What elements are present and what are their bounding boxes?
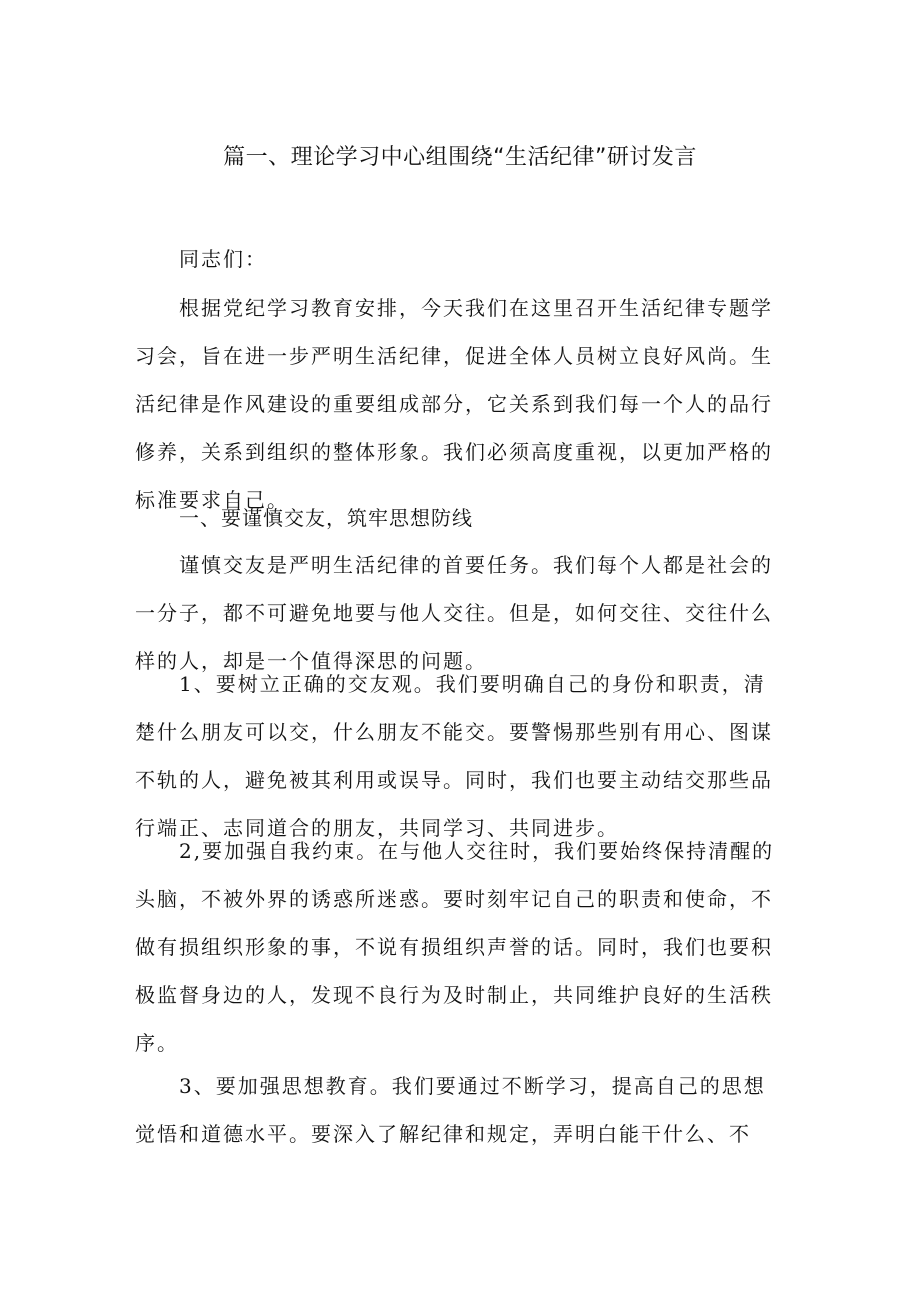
paragraph-point-3: 3、要加强思想教育。我们要通过不断学习，提高自己的思想觉悟和道德水平。要深入了解纪律和规定，弄明白能干什么、不 xyxy=(135,1074,766,1146)
document-title: 篇一、理论学习中心组围绕“生活纪律”研讨发言 xyxy=(223,145,697,170)
salutation: 同志们： xyxy=(179,247,267,271)
paragraph-point-2: 2,要加强自我约束。在与他人交往时，我们要始终保持清醒的头脑，不被外界的诱惑所迷惑。要时刻牢记自己的职责和使命，不做有损组织形象的事，不说有损组织声誉的话。同时，我们也要积极监督身边的人，发现不良行为及时制止，共同维护良好的生活秩序。 xyxy=(135,839,775,1055)
paragraph-section1-intro: 谨慎交友是严明生活纪律的首要任务。我们每个人都是社会的一分子，都不可避免地要与他人交往。但是，如何交往、交往什么样的人，却是一个值得深思的问题。 xyxy=(135,553,773,673)
paragraph-point-1: 1、要树立正确的交友观。我们要明确自己的身份和职责，清楚什么朋友可以交，什么朋友不能交。要警惕那些别有用心、图谋不轨的人，避免被其利用或误导。同时，我们也要主动结交那些品行端正、志同道合的朋友，共同学习、共同进步。 xyxy=(135,672,773,840)
paragraph-intro: 根据党纪学习教育安排，今天我们在这里召开生活纪律专题学习会，旨在进一步严明生活纪律，促进全体人员树立良好风尚。生活纪律是作风建设的重要组成部分，它关系到我们每一个人的品行修养，关系到组织的整体形象。我们必须高度重视，以更加严格的标准要求自己。 xyxy=(135,296,773,512)
section-heading-1: 一、要谨慎交友，筑牢思想防线 xyxy=(179,506,473,530)
